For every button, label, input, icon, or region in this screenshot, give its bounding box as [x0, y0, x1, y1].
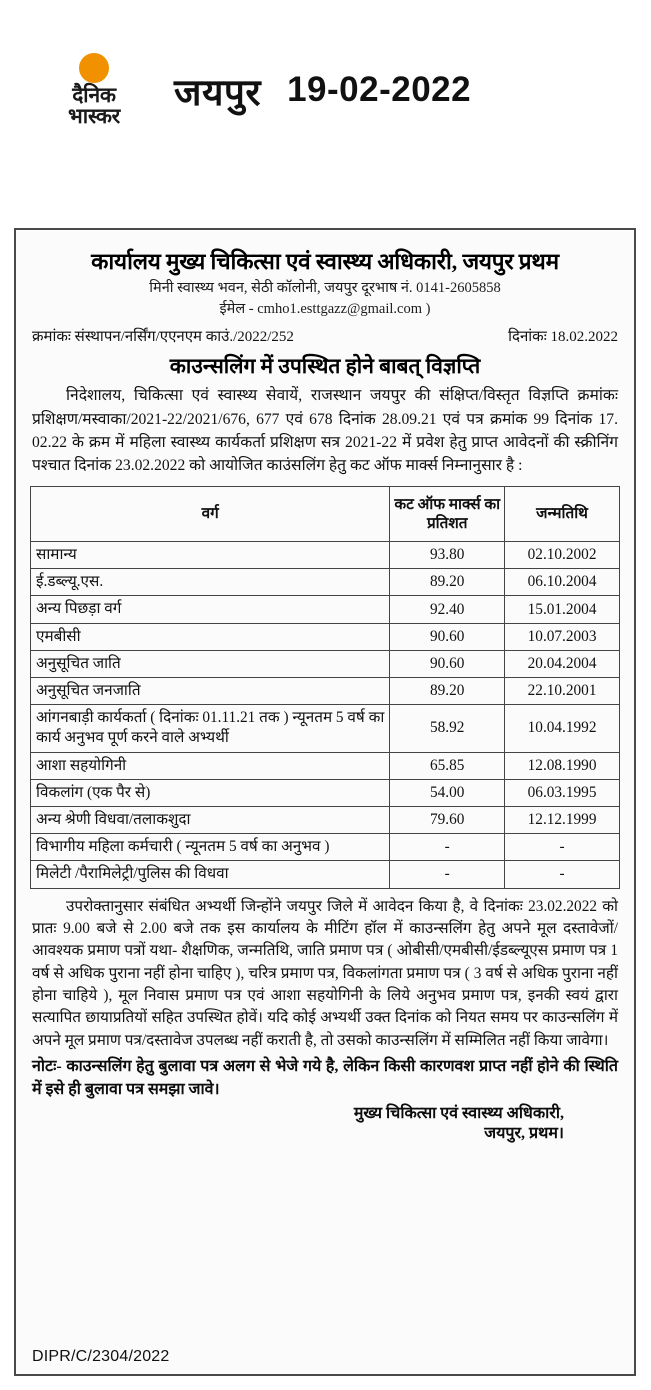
cell-percent: 90.60 [390, 650, 505, 677]
cell-dob: - [505, 834, 620, 861]
cell-dob: 10.07.2003 [505, 623, 620, 650]
cell-dob: 06.03.1995 [505, 779, 620, 806]
office-address: मिनी स्वास्थ्य भवन, सेठी कॉलोनी, जयपुर दूरभाष नं. 0141-2605858 [149, 280, 501, 296]
cell-category: विकलांग (एक पैर से) [31, 779, 390, 806]
cell-category: ई.डब्ल्यू.एस. [31, 569, 390, 596]
notice-headline: काउन्सलिंग में उपस्थित होने बाबत् विज्ञप्ति [169, 354, 481, 379]
cell-category: आशा सहयोगिनी [31, 752, 390, 779]
signature-block [30, 1104, 620, 1146]
cell-percent: 89.20 [390, 569, 505, 596]
reference-row [30, 326, 620, 346]
edition-date: 19-02-2022 [287, 70, 472, 109]
table-row [31, 806, 620, 833]
newspaper-masthead [0, 0, 651, 140]
logo-text-line1: दैनिक [72, 82, 116, 107]
cell-dob: 15.01.2004 [505, 596, 620, 623]
cell-percent: 65.85 [390, 752, 505, 779]
table-row [31, 542, 620, 569]
cell-percent: 90.60 [390, 623, 505, 650]
table-row [31, 569, 620, 596]
column-header-category: वर्ग [31, 486, 390, 541]
cell-percent: - [390, 861, 505, 888]
cell-percent: 93.80 [390, 542, 505, 569]
reference-number: क्रमांकः संस्थापन/नर्सिंग/एएनएम काउं./2022/252 [32, 329, 294, 346]
cell-dob: 12.08.1990 [505, 752, 620, 779]
cell-category: अनुसूचित जनजाति [31, 678, 390, 705]
table-row [31, 705, 620, 752]
cell-dob: 12.12.1999 [505, 806, 620, 833]
cell-category: मिलेटी /पैरामिलेट्री/पुलिस की विधवा [31, 861, 390, 888]
sun-icon [79, 53, 109, 83]
cell-category: विभागीय महिला कर्मचारी ( न्यूनतम 5 वर्ष का अनुभव ) [31, 834, 390, 861]
cell-percent: 58.92 [390, 705, 505, 752]
table-row [31, 596, 620, 623]
cell-category: आंगनबाड़ी कार्यकर्ता ( दिनांकः 01.11.21 तक ) न्यूनतम 5 वर्ष का कार्य अनुभव पूर्ण करने वाले अभ्यर्थी [31, 705, 390, 752]
dainik-bhaskar-logo [40, 53, 148, 128]
cell-percent: 79.60 [390, 806, 505, 833]
cell-category: सामान्य [31, 542, 390, 569]
table-row [31, 861, 620, 888]
column-header-percent: कट ऑफ मार्क्स का प्रतिशत [390, 486, 505, 541]
cell-dob: - [505, 861, 620, 888]
table-row [31, 650, 620, 677]
dipr-code: DIPR/C/2304/2022 [32, 1348, 170, 1365]
office-title: कार्यालय मुख्य चिकित्सा एवं स्वास्थ्य अधिकारी, जयपुर प्रथम [91, 249, 559, 274]
table-row [31, 752, 620, 779]
cell-category: एमबीसी [31, 623, 390, 650]
cell-percent: 89.20 [390, 678, 505, 705]
cell-dob: 02.10.2002 [505, 542, 620, 569]
cell-dob: 10.04.1992 [505, 705, 620, 752]
cell-category: अन्य श्रेणी विधवा/तलाकशुदा [31, 806, 390, 833]
cell-category: अन्य पिछड़ा वर्ग [31, 596, 390, 623]
column-header-dob: जन्मतिथि [505, 486, 620, 541]
cutoff-marks-table [30, 486, 620, 889]
logo-text-line2: भास्कर [68, 104, 120, 128]
closing-paragraph: उपरोक्तानुसार संबंधित अभ्यर्थी जिन्होंने जयपुर जिले में आवेदन किया है, वे दिनांकः 23.02.2022 को प्रातः 9.00 बजे से 2.00 बजे तक इस कार्यालय के मीटिंग हॉल में काउन्सलिंग हेतु अपने मूल दस्तावेजों/आवश्यक प्रमाण पत्रों यथा- शैक्षणिक, जन्मतिथि, जाति प्रमाण पत्र ( ओबीसी/एमबीसी/ईडब्ल्यूएस प्रमाण पत्र 1 वर्ष से अधिक पुराना नहीं होना चाहिए ), चरित्र प्रमाण पत्र, विकलांगता प्रमाण पत्र ( 3 वर्ष से अधिक पुराना नहीं होना चाहिये ), मूल निवास प्रमाण पत्र एवं आशा सहयोगिनी के लिये अनुभव प्रमाण पत्र, इनकी स्वयं द्वारा सत्यापित छायाप्रतियों सहित उपस्थित होवें। यदि कोई अभ्यर्थी उक्त दिनांक को नियत समय पर काउन्सलिंग में अपने मूल प्रमाण पत्र/दस्तावेज उपलब्ध नहीं कराती है, तो उसको काउन्सलिंग में सम्मिलित नहीं किया जावेगा। [32, 897, 618, 1049]
note-paragraph: नोटः- काउन्सलिंग हेतु बुलावा पत्र अलग से भेजे गये है, लेकिन किसी कारणवश प्राप्त नहीं होने की स्थिति में इसे ही बुलावा पत्र समझा जावे। [32, 1057, 618, 1099]
cell-percent: 92.40 [390, 596, 505, 623]
cell-percent: 54.00 [390, 779, 505, 806]
table-row [31, 834, 620, 861]
cell-percent: - [390, 834, 505, 861]
table-row [31, 779, 620, 806]
edition-city: जयपुर [174, 72, 262, 114]
cell-dob: 06.10.2004 [505, 569, 620, 596]
notice-clipping [14, 228, 636, 1376]
cell-dob: 20.04.2004 [505, 650, 620, 677]
intro-paragraph: निदेशालय, चिकित्सा एवं स्वास्थ्य सेवायें, राजस्थान जयपुर की संक्षिप्त/विस्तृत विज्ञप्ति क्रमांकः प्रशिक्षण/मस्वाका/2021-22/2021/676, 677 एवं 678 दिनांक 28.09.21 एवं पत्र क्रमांक 99 दिनांक 17. 02.22 के क्रम में महिला स्वास्थ्य कार्यकर्ता प्रशिक्षण सत्र 2021-22 में प्रवेश हेतु प्राप्त आवेदनों की स्क्रीनिंग पश्चात दिनांक 23.02.2022 को आयोजित काउंसलिंग हेतु कट ऑफ मार्क्स निम्नानुसार है : [32, 387, 618, 475]
cell-category: अनुसूचित जाति [31, 650, 390, 677]
cell-dob: 22.10.2001 [505, 678, 620, 705]
table-header-row [31, 486, 620, 541]
table-row [31, 678, 620, 705]
reference-date: दिनांकः 18.02.2022 [508, 329, 618, 346]
office-email: ईमेल - cmho1.esttgazz@gmail.com ) [219, 300, 431, 317]
table-row [31, 623, 620, 650]
signature-designation: मुख्य चिकित्सा एवं स्वास्थ्य अधिकारी, [353, 1104, 564, 1122]
signature-location: जयपुर, प्रथम। [484, 1125, 564, 1143]
